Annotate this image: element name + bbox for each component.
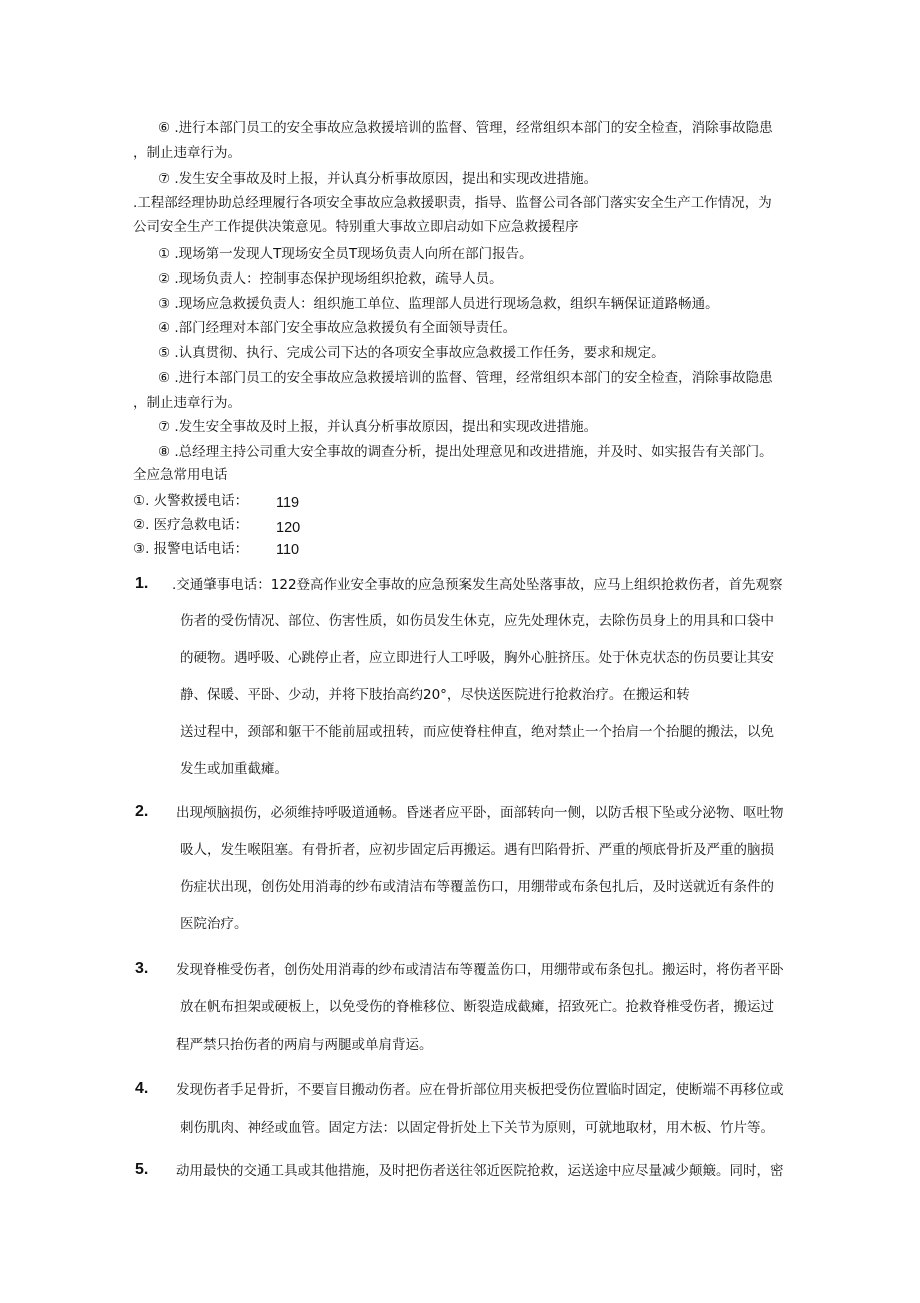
section-2-line-3: 伤症状出现，创伤处用消毒的纱布或清洁布等覆盖伤口，用绷带或布条包扎后，及时送就近有条件的 xyxy=(180,879,774,895)
procedure-item-5: ⑤ .认真贯彻、执行、完成公司下达的各项安全事故应急救援工作任务，要求和规定。 xyxy=(158,345,665,361)
phone-label-fire: ①. 火警救援电话： xyxy=(133,493,249,509)
section-2-number: 2. xyxy=(135,803,149,820)
section-3-number: 3. xyxy=(135,960,149,977)
section-1-line-5: 送过程中，颈部和躯干不能前屈或扭转，而应使脊柱伸直，绝对禁止一个抬肩一个抬腿的搬法，以免 xyxy=(180,724,774,740)
procedure-item-3: ③ .现场应急救援负责人：组织施工单位、监理部人员进行现场急救，组织车辆保证道路畅通。 xyxy=(158,296,719,312)
section-5-line-1: 动用最快的交通工具或其他措施，及时把伤者送往邻近医院抢救，运送途中应尽量减少颠簸。同时，密 xyxy=(176,1163,784,1179)
section-1-line-2: 伤者的受伤情况、部位、伤害性质，如伤员发生休克，应先处理休克，去除伤员身上的用具和口袋中 xyxy=(180,613,774,629)
phone-value-police: 110 xyxy=(276,542,300,558)
procedure-item-1: ① .现场第一发现人T现场安全员T现场负责人向所在部门报告。 xyxy=(158,246,533,262)
phone-value-medical: 120 xyxy=(276,520,301,536)
procedure-item-2: ② .现场负责人：控制事态保护现场组织抢救，疏导人员。 xyxy=(158,271,503,287)
engineering-para-line-2: 公司安全生产工作提供决策意见。特别重大事故立即启动如下应急救援程序 xyxy=(133,219,579,235)
section-2-line-4: 医院治疗。 xyxy=(180,916,248,932)
section-4-number: 4. xyxy=(135,1080,149,1097)
section-3-line-2: 放在帆布担架或硬板上，以免受伤的脊椎移位、断裂造成截瘫，招致死亡。抢救脊椎受伤者，搬运过 xyxy=(180,999,774,1015)
section-4-line-1: 发现伤者手足骨折，不要盲目搬动伤者。应在骨折部位用夹板把受伤位置临时固定，使断端不再移位或 xyxy=(176,1082,784,1098)
section-1-line-1: .交通肇事电话：122登高作业安全事故的应急预案发生高处坠落事故，应马上组织抢救伤者，首先观察 xyxy=(172,577,783,593)
engineering-para-line-1: .工程部经理协助总经理履行各项安全事故应急救援职责，指导、监督公司各部门落实安全生产工作情况，为 xyxy=(133,195,772,211)
section-3-line-1: 发现脊椎受伤者，创伤处用消毒的纱布或清洁布等覆盖伤口，用绷带或布条包扎。搬运时，将伤者平卧 xyxy=(176,962,784,978)
procedure-item-6-cont: ，制止违章行为。 xyxy=(133,395,241,411)
list-item-top-6-cont: ，制止违章行为。 xyxy=(133,145,241,161)
procedure-item-4: ④ .部门经理对本部门安全事故应急救援负有全面领导责任。 xyxy=(158,320,517,336)
section-3-line-3: 程严禁只抬伤者的两肩与两腿或单肩背运。 xyxy=(176,1037,433,1053)
phone-value-fire: 119 xyxy=(276,495,300,511)
procedure-item-7: ⑦ .发生安全事故及时上报，并认真分析事故原因，提出和实现改进措施。 xyxy=(158,419,598,435)
section-2-line-1: 出现颅脑损伤，必须维持呼吸道通畅。昏迷者应平卧，面部转向一侧，以防舌根下坠或分泌物、呕吐物 xyxy=(176,805,784,821)
phones-heading: 全应急常用电话 xyxy=(133,467,228,483)
section-4-line-2: 刺伤肌肉、神经或血管。固定方法：以固定骨折处上下关节为原则，可就地取材，用木板、竹片等。 xyxy=(180,1120,774,1136)
phone-label-medical: ②. 医疗急救电话： xyxy=(133,517,249,533)
procedure-item-6: ⑥ .进行本部门员工的安全事故应急救援培训的监督、管理，经常组织本部门的安全检查，消除事故隐患 xyxy=(158,370,773,386)
section-1-line-4: 静、保暖、平卧、少动，并将下肢抬高约20°，尽快送医院进行抢救治疗。在搬运和转 xyxy=(180,687,690,703)
list-item-top-6: ⑥ .进行本部门员工的安全事故应急救援培训的监督、管理，经常组织本部门的安全检查，消除事故隐患 xyxy=(158,120,773,136)
section-2-line-2: 吸人，发生喉阻塞。有骨折者，应初步固定后再搬运。遇有凹陷骨折、严重的颅底骨折及严重的脑损 xyxy=(180,842,774,858)
procedure-item-8: ⑧ .总经理主持公司重大安全事故的调查分析，提出处理意见和改进措施，并及时、如实报告有关部门。 xyxy=(158,444,773,460)
section-1-line-3: 的硬物。遇呼吸、心跳停止者，应立即进行人工呼吸，胸外心脏挤压。处于休克状态的伤员要让其安 xyxy=(180,650,774,666)
section-5-number: 5. xyxy=(135,1161,149,1178)
list-item-top-7: ⑦ .发生安全事故及时上报，并认真分析事故原因，提出和实现改进措施。 xyxy=(158,171,598,187)
section-1-line-6: 发生或加重截瘫。 xyxy=(180,761,288,777)
section-1-number: 1. xyxy=(135,575,149,592)
phone-label-police: ③. 报警电话电话： xyxy=(133,541,249,557)
